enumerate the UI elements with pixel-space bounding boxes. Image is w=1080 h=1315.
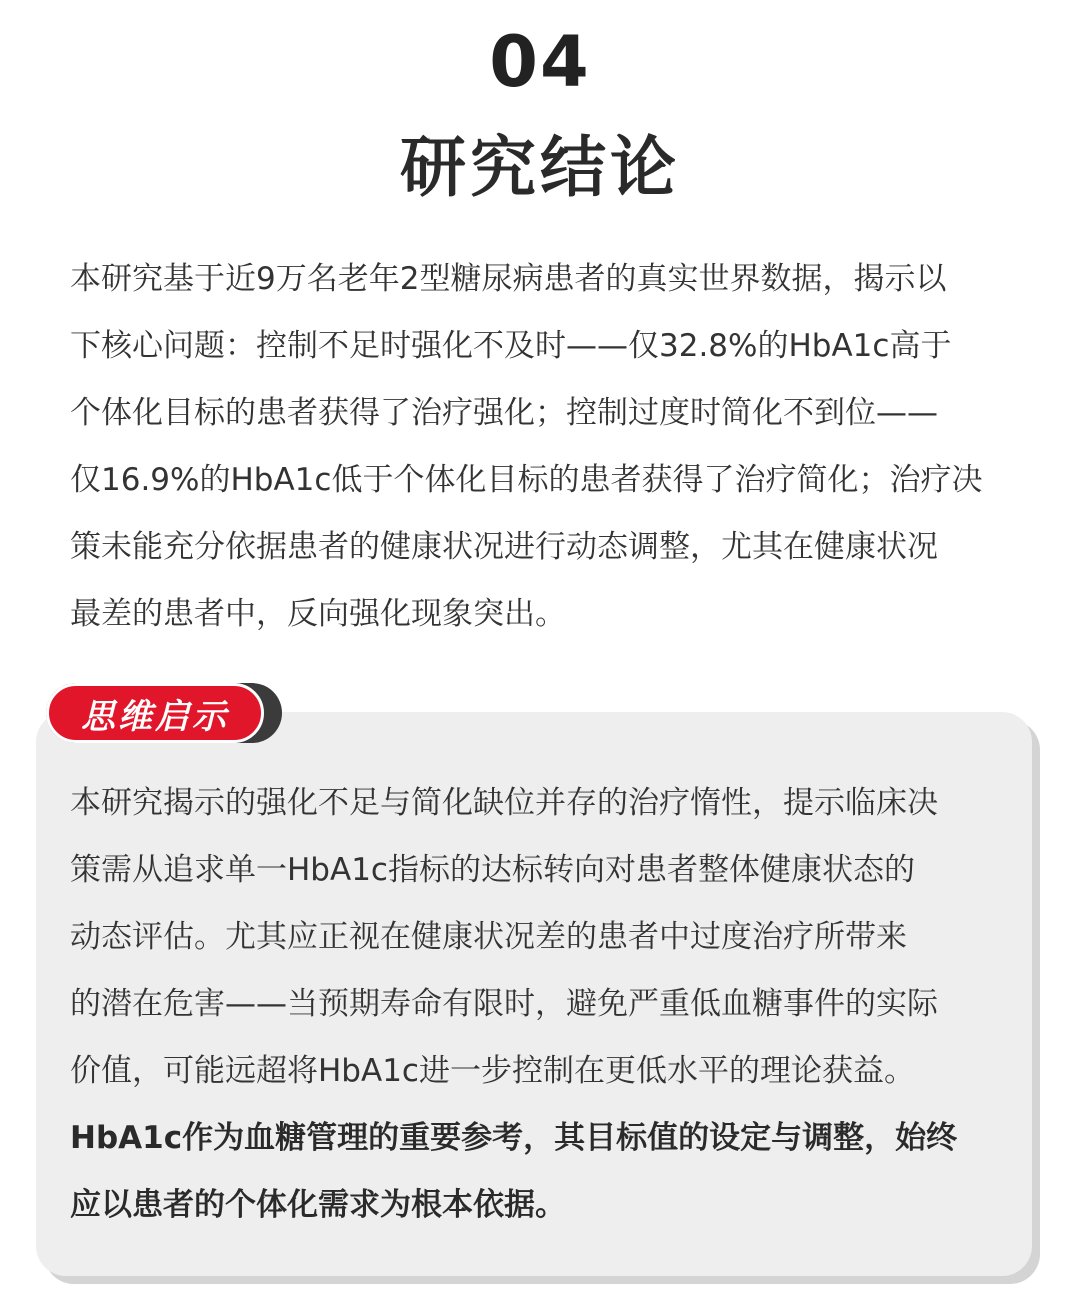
insight-bold-line: 应以患者的个体化需求为根本依据。: [70, 1187, 566, 1223]
conclusion-paragraph: [70, 246, 1015, 648]
insight-line: 策需从追求单一HbA1c指标的达标转向对患者整体健康状态的: [70, 852, 915, 888]
insight-line: 的潜在危害——当预期寿命有限时，避免严重低血糖事件的实际: [70, 986, 938, 1022]
conclusion-line: 策未能充分依据患者的健康状况进行动态调整，尤其在健康状况: [70, 529, 938, 565]
conclusion-line: 个体化目标的患者获得了治疗强化；控制过度时简化不到位——: [70, 395, 938, 431]
insight-tag-label: 思维启示: [81, 696, 229, 737]
insight-tag: [46, 683, 282, 743]
conclusion-line: 最差的患者中，反向强化现象突出。: [70, 596, 566, 632]
insight-line: 本研究揭示的强化不足与简化缺位并存的治疗惰性，提示临床决: [70, 785, 938, 821]
section-title: 研究结论: [400, 129, 680, 206]
conclusion-line: 下核心问题：控制不足时强化不及时——仅32.8%的HbA1c高于: [70, 328, 952, 364]
conclusion-line: 仅16.9%的HbA1c低于个体化目标的患者获得了治疗简化；治疗决: [70, 462, 983, 498]
conclusion-line: 本研究基于近9万名老年2型糖尿病患者的真实世界数据，揭示以: [70, 261, 947, 297]
insight-line: 动态评估。尤其应正视在健康状况差的患者中过度治疗所带来: [70, 919, 907, 955]
insight-line: 价值，可能远超将HbA1c进一步控制在更低水平的理论获益。: [70, 1053, 915, 1089]
section-number: 04: [489, 21, 591, 103]
insight-tag-badge: [46, 683, 264, 743]
insight-bold-line: HbA1c作为血糖管理的重要参考，其目标值的设定与调整，始终: [70, 1120, 958, 1156]
insight-paragraph: [70, 770, 1005, 1239]
